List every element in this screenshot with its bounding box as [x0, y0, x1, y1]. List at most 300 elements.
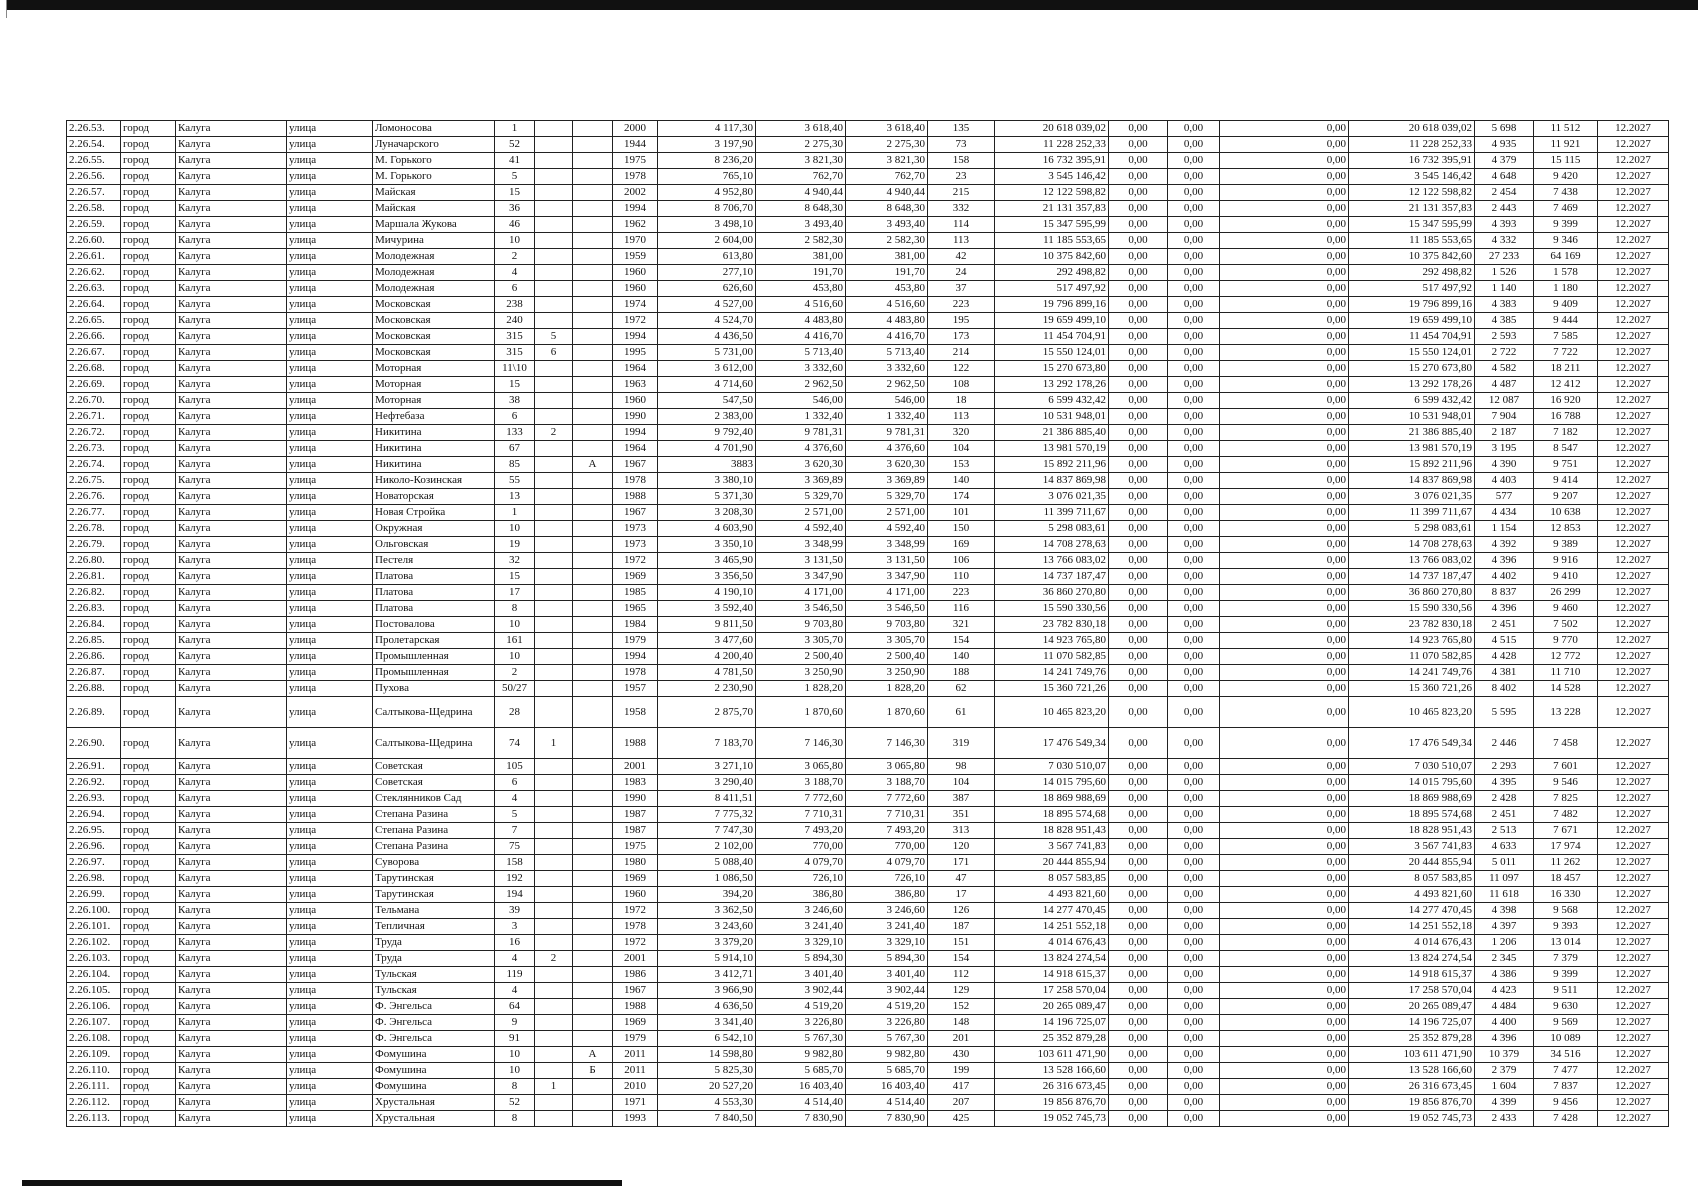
cell-residential-area: 762,70: [846, 169, 928, 185]
cell-residential-area: 3 546,50: [846, 601, 928, 617]
cell-cost-limit: 7 458: [1534, 728, 1598, 759]
cell-house: 8: [495, 1079, 535, 1095]
cell-building: [535, 153, 573, 169]
cell-residents: 319: [928, 728, 995, 759]
cell-street-type: улица: [287, 967, 373, 983]
cell-fund-regional: 0,00: [1168, 871, 1220, 887]
cell-building: [535, 537, 573, 553]
cell-street: Салтыкова-Щедрина: [373, 697, 495, 728]
cell-settlement: Калуга: [176, 601, 287, 617]
cell-fund-regional: 0,00: [1168, 537, 1220, 553]
cell-cost-per-sqm: 2 428: [1475, 791, 1534, 807]
cell-living-area: 8 648,30: [756, 201, 846, 217]
cell-fund-owners: 13 766 083,02: [1349, 553, 1475, 569]
cell-letter: [573, 871, 613, 887]
cell-cost-per-sqm: 4 397: [1475, 919, 1534, 935]
cell-street-type: улица: [287, 505, 373, 521]
cell-settlement-type: город: [121, 1079, 176, 1095]
cell-cost-per-sqm: 4 385: [1475, 313, 1534, 329]
cell-street: Промышленная: [373, 665, 495, 681]
cell-fund-local: 0,00: [1220, 887, 1349, 903]
cell-deadline: 12.2027: [1598, 665, 1669, 681]
cell-residential-area: 726,10: [846, 871, 928, 887]
cell-deadline: 12.2027: [1598, 153, 1669, 169]
cell-house: 8: [495, 1111, 535, 1127]
cell-row-number: 2.26.92.: [67, 775, 121, 791]
cell-fund-regional: 0,00: [1168, 697, 1220, 728]
cell-residential-area: 7 146,30: [846, 728, 928, 759]
cell-cost-limit: 7 671: [1534, 823, 1598, 839]
table-row: [67, 871, 1669, 887]
cell-cost-per-sqm: 4 400: [1475, 1015, 1534, 1031]
cell-row-number: 2.26.76.: [67, 489, 121, 505]
cell-fund-federal: 0,00: [1109, 871, 1168, 887]
cell-street-type: улица: [287, 585, 373, 601]
cell-living-area: 3 369,89: [756, 473, 846, 489]
cell-residents: 215: [928, 185, 995, 201]
cell-cost-per-sqm: 2 451: [1475, 807, 1534, 823]
cell-fund-federal: 0,00: [1109, 505, 1168, 521]
cell-living-area: 7 830,90: [756, 1111, 846, 1127]
cell-fund-regional: 0,00: [1168, 361, 1220, 377]
cell-repair-cost: 20 444 855,94: [995, 855, 1109, 871]
cell-settlement-type: город: [121, 791, 176, 807]
cell-total-area: 765,10: [658, 169, 756, 185]
cell-cost-limit: 9 546: [1534, 775, 1598, 791]
cell-year-built: 2001: [613, 759, 658, 775]
cell-deadline: 12.2027: [1598, 377, 1669, 393]
cell-cost-limit: 11 710: [1534, 665, 1598, 681]
cell-total-area: 5 088,40: [658, 855, 756, 871]
cell-deadline: 12.2027: [1598, 601, 1669, 617]
cell-house: 38: [495, 393, 535, 409]
cell-building: [535, 217, 573, 233]
cell-residential-area: 5 767,30: [846, 1031, 928, 1047]
cell-fund-federal: 0,00: [1109, 1031, 1168, 1047]
cell-living-area: 3 131,50: [756, 553, 846, 569]
cell-street-type: улица: [287, 153, 373, 169]
cell-street-type: улица: [287, 393, 373, 409]
cell-fund-local: 0,00: [1220, 281, 1349, 297]
cell-street-type: улица: [287, 1079, 373, 1095]
cell-street: Платова: [373, 601, 495, 617]
cell-fund-regional: 0,00: [1168, 791, 1220, 807]
cell-repair-cost: 4 493 821,60: [995, 887, 1109, 903]
cell-living-area: 3 241,40: [756, 919, 846, 935]
cell-house: 91: [495, 1031, 535, 1047]
cell-cost-limit: 18 457: [1534, 871, 1598, 887]
cell-living-area: 3 332,60: [756, 361, 846, 377]
cell-cost-per-sqm: 4 393: [1475, 217, 1534, 233]
cell-fund-owners: 8 057 583,85: [1349, 871, 1475, 887]
cell-residential-area: 3 250,90: [846, 665, 928, 681]
cell-cost-per-sqm: 4 383: [1475, 297, 1534, 313]
cell-living-area: 3 401,40: [756, 967, 846, 983]
cell-total-area: 3 412,71: [658, 967, 756, 983]
cell-residents: 223: [928, 585, 995, 601]
cell-total-area: 8 706,70: [658, 201, 756, 217]
cell-fund-federal: 0,00: [1109, 951, 1168, 967]
cell-residential-area: 9 982,80: [846, 1047, 928, 1063]
table-row: [67, 807, 1669, 823]
cell-fund-regional: 0,00: [1168, 665, 1220, 681]
cell-letter: [573, 473, 613, 489]
cell-fund-owners: 14 708 278,63: [1349, 537, 1475, 553]
cell-fund-federal: 0,00: [1109, 409, 1168, 425]
cell-letter: [573, 665, 613, 681]
cell-street-type: улица: [287, 1047, 373, 1063]
table-row: [67, 681, 1669, 697]
cell-fund-local: 0,00: [1220, 201, 1349, 217]
cell-cost-per-sqm: 4 434: [1475, 505, 1534, 521]
cell-settlement-type: город: [121, 505, 176, 521]
cell-settlement-type: город: [121, 345, 176, 361]
cell-house: 16: [495, 935, 535, 951]
cell-letter: [573, 281, 613, 297]
cell-residential-area: 7 493,20: [846, 823, 928, 839]
cell-year-built: 1960: [613, 265, 658, 281]
cell-letter: [573, 361, 613, 377]
cell-fund-federal: 0,00: [1109, 425, 1168, 441]
cell-residents: 207: [928, 1095, 995, 1111]
cell-fund-federal: 0,00: [1109, 649, 1168, 665]
cell-cost-per-sqm: 4 395: [1475, 775, 1534, 791]
cell-letter: [573, 217, 613, 233]
cell-row-number: 2.26.72.: [67, 425, 121, 441]
cell-settlement-type: город: [121, 999, 176, 1015]
cell-fund-regional: 0,00: [1168, 441, 1220, 457]
cell-residential-area: 8 648,30: [846, 201, 928, 217]
cell-living-area: 3 347,90: [756, 569, 846, 585]
cell-fund-federal: 0,00: [1109, 697, 1168, 728]
cell-letter: [573, 633, 613, 649]
cell-repair-cost: 7 030 510,07: [995, 759, 1109, 775]
cell-living-area: 7 710,31: [756, 807, 846, 823]
cell-settlement-type: город: [121, 1015, 176, 1031]
cell-fund-local: 0,00: [1220, 999, 1349, 1015]
cell-fund-federal: 0,00: [1109, 265, 1168, 281]
cell-letter: [573, 919, 613, 935]
cell-repair-cost: 5 298 083,61: [995, 521, 1109, 537]
cell-fund-owners: 12 122 598,82: [1349, 185, 1475, 201]
cell-fund-local: 0,00: [1220, 137, 1349, 153]
cell-fund-owners: 13 528 166,60: [1349, 1063, 1475, 1079]
cell-fund-local: 0,00: [1220, 393, 1349, 409]
cell-fund-local: 0,00: [1220, 665, 1349, 681]
cell-building: [535, 839, 573, 855]
cell-street-type: улица: [287, 649, 373, 665]
cell-settlement: Калуга: [176, 569, 287, 585]
cell-letter: [573, 1111, 613, 1127]
cell-total-area: 3 350,10: [658, 537, 756, 553]
cell-deadline: 12.2027: [1598, 249, 1669, 265]
cell-year-built: 1960: [613, 281, 658, 297]
cell-cost-per-sqm: 27 233: [1475, 249, 1534, 265]
cell-fund-regional: 0,00: [1168, 505, 1220, 521]
table-row: [67, 1031, 1669, 1047]
cell-year-built: 2002: [613, 185, 658, 201]
cell-fund-regional: 0,00: [1168, 681, 1220, 697]
cell-settlement: Калуга: [176, 1079, 287, 1095]
table-row: [67, 1111, 1669, 1127]
cell-letter: [573, 855, 613, 871]
cell-street-type: улица: [287, 1015, 373, 1031]
cell-settlement-type: город: [121, 233, 176, 249]
cell-fund-local: 0,00: [1220, 1079, 1349, 1095]
cell-settlement: Калуга: [176, 665, 287, 681]
cell-residential-area: 3 821,30: [846, 153, 928, 169]
cell-fund-local: 0,00: [1220, 855, 1349, 871]
cell-residents: 321: [928, 617, 995, 633]
cell-street-type: улица: [287, 489, 373, 505]
cell-residential-area: 5 329,70: [846, 489, 928, 505]
cell-settlement: Калуга: [176, 649, 287, 665]
cell-cost-limit: 7 428: [1534, 1111, 1598, 1127]
cell-building: [535, 489, 573, 505]
cell-deadline: 12.2027: [1598, 1063, 1669, 1079]
cell-year-built: 1983: [613, 775, 658, 791]
cell-residential-area: 386,80: [846, 887, 928, 903]
cell-cost-per-sqm: 4 381: [1475, 665, 1534, 681]
cell-settlement: Калуга: [176, 505, 287, 521]
cell-living-area: 16 403,40: [756, 1079, 846, 1095]
table-row: [67, 313, 1669, 329]
cell-cost-limit: 9 207: [1534, 489, 1598, 505]
cell-fund-local: 0,00: [1220, 345, 1349, 361]
cell-fund-federal: 0,00: [1109, 823, 1168, 839]
cell-fund-federal: 0,00: [1109, 153, 1168, 169]
cell-year-built: 1980: [613, 855, 658, 871]
cell-house: 119: [495, 967, 535, 983]
cell-street: Окружная: [373, 521, 495, 537]
cell-year-built: 1978: [613, 473, 658, 489]
cell-living-area: 3 246,60: [756, 903, 846, 919]
cell-fund-local: 0,00: [1220, 249, 1349, 265]
cell-street-type: улица: [287, 265, 373, 281]
cell-total-area: 2 102,00: [658, 839, 756, 855]
cell-deadline: 12.2027: [1598, 121, 1669, 137]
cell-fund-regional: 0,00: [1168, 903, 1220, 919]
cell-fund-regional: 0,00: [1168, 919, 1220, 935]
cell-row-number: 2.26.93.: [67, 791, 121, 807]
cell-settlement: Калуга: [176, 1063, 287, 1079]
cell-fund-owners: 11 070 582,85: [1349, 649, 1475, 665]
cell-letter: [573, 967, 613, 983]
cell-settlement-type: город: [121, 185, 176, 201]
cell-house: 55: [495, 473, 535, 489]
cell-residential-area: 4 514,40: [846, 1095, 928, 1111]
table-row: [67, 233, 1669, 249]
cell-residential-area: 3 348,99: [846, 537, 928, 553]
cell-cost-limit: 17 974: [1534, 839, 1598, 855]
cell-residential-area: 9 781,31: [846, 425, 928, 441]
table-row: [67, 361, 1669, 377]
cell-living-area: 3 348,99: [756, 537, 846, 553]
cell-cost-per-sqm: 1 604: [1475, 1079, 1534, 1095]
table-row: [67, 521, 1669, 537]
cell-cost-per-sqm: 2 446: [1475, 728, 1534, 759]
cell-residential-area: 2 500,40: [846, 649, 928, 665]
cell-cost-limit: 9 511: [1534, 983, 1598, 999]
cell-cost-limit: 12 412: [1534, 377, 1598, 393]
cell-row-number: 2.26.111.: [67, 1079, 121, 1095]
cell-total-area: 3 197,90: [658, 137, 756, 153]
cell-building: [535, 1063, 573, 1079]
cell-deadline: 12.2027: [1598, 553, 1669, 569]
cell-cost-per-sqm: 2 187: [1475, 425, 1534, 441]
cell-cost-limit: 7 601: [1534, 759, 1598, 775]
cell-street: Тульская: [373, 983, 495, 999]
cell-building: [535, 505, 573, 521]
cell-fund-regional: 0,00: [1168, 281, 1220, 297]
cell-row-number: 2.26.65.: [67, 313, 121, 329]
cell-deadline: 12.2027: [1598, 169, 1669, 185]
cell-fund-owners: 4 014 676,43: [1349, 935, 1475, 951]
cell-building: [535, 169, 573, 185]
cell-building: [535, 983, 573, 999]
cell-street-type: улица: [287, 201, 373, 217]
cell-letter: [573, 759, 613, 775]
cell-residents: 108: [928, 377, 995, 393]
cell-residential-area: 4 940,44: [846, 185, 928, 201]
cell-fund-regional: 0,00: [1168, 759, 1220, 775]
cell-house: 6: [495, 409, 535, 425]
cell-row-number: 2.26.74.: [67, 457, 121, 473]
cell-settlement-type: город: [121, 1111, 176, 1127]
cell-house: 194: [495, 887, 535, 903]
cell-letter: [573, 1079, 613, 1095]
cell-repair-cost: 11 454 704,91: [995, 329, 1109, 345]
cell-residential-area: 4 516,60: [846, 297, 928, 313]
cell-residents: 140: [928, 473, 995, 489]
cell-fund-local: 0,00: [1220, 759, 1349, 775]
cell-cost-per-sqm: 2 454: [1475, 185, 1534, 201]
cell-building: [535, 665, 573, 681]
cell-total-area: 5 825,30: [658, 1063, 756, 1079]
cell-letter: [573, 903, 613, 919]
scan-corner-mark: [0, 0, 7, 18]
cell-street: Степана Разина: [373, 839, 495, 855]
cell-settlement: Калуга: [176, 967, 287, 983]
cell-fund-local: 0,00: [1220, 807, 1349, 823]
cell-cost-limit: 1 180: [1534, 281, 1598, 297]
cell-fund-federal: 0,00: [1109, 441, 1168, 457]
cell-fund-local: 0,00: [1220, 329, 1349, 345]
cell-building: [535, 569, 573, 585]
cell-repair-cost: 14 251 552,18: [995, 919, 1109, 935]
cell-year-built: 1975: [613, 153, 658, 169]
cell-cost-per-sqm: 4 396: [1475, 601, 1534, 617]
cell-fund-federal: 0,00: [1109, 553, 1168, 569]
cell-building: [535, 633, 573, 649]
cell-deadline: 12.2027: [1598, 823, 1669, 839]
cell-fund-local: 0,00: [1220, 967, 1349, 983]
cell-house: 105: [495, 759, 535, 775]
cell-fund-owners: 6 599 432,42: [1349, 393, 1475, 409]
cell-fund-owners: 19 052 745,73: [1349, 1111, 1475, 1127]
cell-year-built: 1958: [613, 697, 658, 728]
cell-repair-cost: 14 918 615,37: [995, 967, 1109, 983]
cell-repair-cost: 13 528 166,60: [995, 1063, 1109, 1079]
cell-fund-local: 0,00: [1220, 377, 1349, 393]
cell-cost-per-sqm: 2 443: [1475, 201, 1534, 217]
cell-street: Никитина: [373, 425, 495, 441]
cell-settlement: Калуга: [176, 553, 287, 569]
cell-year-built: 2010: [613, 1079, 658, 1095]
cell-settlement-type: город: [121, 649, 176, 665]
cell-fund-regional: 0,00: [1168, 935, 1220, 951]
cell-residential-area: 2 582,30: [846, 233, 928, 249]
cell-residents: 152: [928, 999, 995, 1015]
cell-fund-federal: 0,00: [1109, 249, 1168, 265]
cell-letter: [573, 185, 613, 201]
table-row: [67, 617, 1669, 633]
cell-settlement-type: город: [121, 617, 176, 633]
cell-deadline: 12.2027: [1598, 759, 1669, 775]
cell-house: 15: [495, 377, 535, 393]
cell-living-area: 5 713,40: [756, 345, 846, 361]
cell-street-type: улица: [287, 697, 373, 728]
cell-fund-local: 0,00: [1220, 1015, 1349, 1031]
cell-letter: [573, 201, 613, 217]
cell-street-type: улица: [287, 855, 373, 871]
cell-row-number: 2.26.59.: [67, 217, 121, 233]
cell-building: [535, 855, 573, 871]
cell-fund-federal: 0,00: [1109, 537, 1168, 553]
cell-total-area: 7 183,70: [658, 728, 756, 759]
cell-fund-federal: 0,00: [1109, 1111, 1168, 1127]
cell-residents: 174: [928, 489, 995, 505]
cell-total-area: 5 914,10: [658, 951, 756, 967]
cell-residents: 387: [928, 791, 995, 807]
cell-fund-owners: 11 454 704,91: [1349, 329, 1475, 345]
table-row: [67, 1015, 1669, 1031]
cell-living-area: 7 772,60: [756, 791, 846, 807]
table-row: [67, 601, 1669, 617]
cell-year-built: 1969: [613, 569, 658, 585]
cell-cost-limit: 9 346: [1534, 233, 1598, 249]
cell-building: [535, 887, 573, 903]
table-row: [67, 457, 1669, 473]
cell-cost-limit: 7 825: [1534, 791, 1598, 807]
cell-building: [535, 473, 573, 489]
cell-residential-area: 4 519,20: [846, 999, 928, 1015]
cell-fund-regional: 0,00: [1168, 313, 1220, 329]
cell-fund-owners: 20 444 855,94: [1349, 855, 1475, 871]
cell-total-area: 3 498,10: [658, 217, 756, 233]
cell-fund-federal: 0,00: [1109, 633, 1168, 649]
cell-cost-per-sqm: 4 398: [1475, 903, 1534, 919]
cell-total-area: 613,80: [658, 249, 756, 265]
cell-repair-cost: 14 837 869,98: [995, 473, 1109, 489]
cell-building: [535, 313, 573, 329]
cell-cost-limit: 9 569: [1534, 1015, 1598, 1031]
table-row: [67, 1079, 1669, 1095]
cell-street: Степана Разина: [373, 823, 495, 839]
cell-street: Труда: [373, 951, 495, 967]
cell-repair-cost: 14 923 765,80: [995, 633, 1109, 649]
cell-fund-federal: 0,00: [1109, 1095, 1168, 1111]
cell-letter: [573, 839, 613, 855]
cell-deadline: 12.2027: [1598, 233, 1669, 249]
cell-residential-area: 7 772,60: [846, 791, 928, 807]
cell-fund-local: 0,00: [1220, 617, 1349, 633]
cell-year-built: 1969: [613, 1015, 658, 1031]
table-row: [67, 728, 1669, 759]
table-row: [67, 759, 1669, 775]
cell-residents: 313: [928, 823, 995, 839]
cell-fund-federal: 0,00: [1109, 217, 1168, 233]
